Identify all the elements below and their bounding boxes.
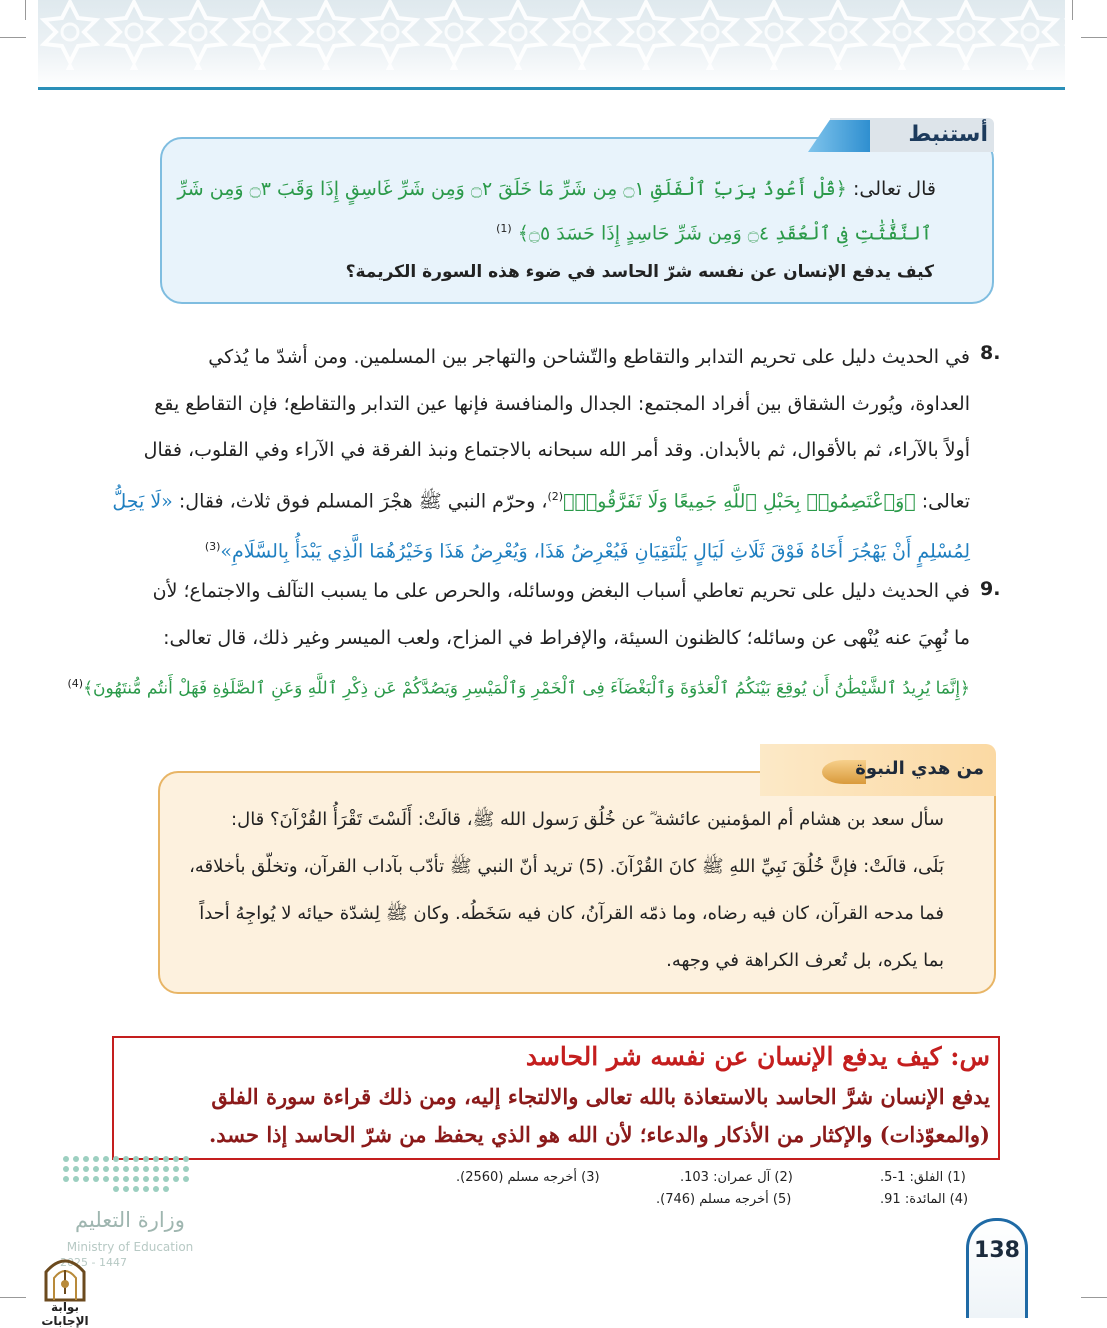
point-8-line4 xyxy=(112,474,970,525)
crop-mark xyxy=(1081,37,1107,38)
huda-line1: سأل سعد بن هشام أم المؤمنين عائشة ؓ عن خُلُق رَسول الله ﷺ، قالَتْ: أَلَسْتَ تَقْرَأُ القُرْآنَ؟ قال: xyxy=(231,809,944,830)
ministry-logo-dots xyxy=(62,1155,198,1199)
deduce-verse-line2 xyxy=(420,212,932,250)
deduce-question: كيف يدفع الإنسان عن نفسه شرّ الحاسد في ضوء هذه السورة الكريمة؟ xyxy=(345,262,934,282)
point-9-line1: في الحديث دليل على تحريم تعاطي أسباب البغض ووسائله، والحرص على ما يسبب التآلف والاجتماع؛ لأن xyxy=(152,580,970,602)
footnote-2: (2) آل عمران: 103. xyxy=(680,1170,793,1185)
huda-line4: بما يكره، بل تُعرف الكراهة في وجهه. xyxy=(666,950,944,971)
answer-question: س: كيف يدفع الإنسان عن نفسه شر الحاسد xyxy=(525,1042,990,1071)
point-8-number: 8. xyxy=(980,342,1001,364)
point-8-hadith: لِمُسْلِمٍ أَنْ يَهْجُرَ أَخَاهُ فَوْقَ ثَلَاثِ لَيَالٍ يَلْتَقِيَانِ فَيُعْرِضُ هَذَا، وَيُعْرِضُ هَذَا وَخَيْرُهُمَا الَّذِي يَبْدَأُ بِالسَّلَامِ» xyxy=(220,540,970,563)
point-9-verse: ﴿إِنَّمَا يُرِيدُ ٱلشَّيْطَٰنُ أَن يُوقِعَ بَيْنَكُمُ ٱلْعَدَٰوَةَ وَٱلْبَغْضَآءَ فِى ٱلْخَمْرِ وَٱلْمَيْسِرِ وَيَصُدَّكُمْ عَن ذِكْرِ ٱللَّهِ وَعَنِ ٱلصَّلَوٰةِ فَهَلْ أَنتُم مُّنتَهُونَ﴾ xyxy=(83,678,970,699)
page-number: 138 xyxy=(974,1238,1020,1263)
crop-mark xyxy=(1081,1297,1107,1298)
deduce-intro: قال تعالى: xyxy=(853,178,936,200)
crop-mark xyxy=(25,0,26,20)
deduce-title: أستنبط xyxy=(908,122,988,147)
deduce-verse-ref: (1) xyxy=(496,222,512,235)
point-8-verse: ﴿وَٱعْتَصِمُوا۟ بِحَبْلِ ٱللَّهِ جَمِيعًا وَلَا تَفَرَّقُوا۟﴾ xyxy=(563,489,916,512)
point-9-verse-ref: (4) xyxy=(67,677,84,690)
ministry-name-arabic: وزارة التعليم xyxy=(75,1208,185,1232)
geometric-pattern xyxy=(38,0,1065,88)
footnote-3: (3) أخرجه مسلم (2560). xyxy=(456,1170,600,1185)
point-9-line3 xyxy=(67,661,970,712)
header-rule xyxy=(38,87,1065,90)
footnote-4: (4) المائدة: 91. xyxy=(880,1192,969,1207)
crop-mark xyxy=(0,37,26,38)
answers-gate-watermark: بوابة الإجابات xyxy=(41,1300,89,1328)
answers-gate-logo-icon xyxy=(40,1254,90,1302)
point-8-line4-intro: تعالى: xyxy=(921,489,970,512)
footnote-1: (1) الفلق: 1-5. xyxy=(880,1170,966,1185)
ministry-name-english: Ministry of Education xyxy=(66,1240,194,1254)
huda-line2: بَلَى، قالَتْ: فإنَّ خُلُقَ نَبِيِّ اللهِ ﷺ كانَ القُرْآنَ. (5) تريد أنّ النبي ﷺ تأدّب بآداب القرآن، وتخلّق بأخلاقه، xyxy=(189,856,944,877)
point-9-number: 9. xyxy=(980,578,1001,600)
point-8-line1: في الحديث دليل على تحريم التدابر والتقاطع والتّشاحن والتهاجر بين المسلمين. ومن أشدّ ما يُذكي xyxy=(208,346,970,368)
crop-mark xyxy=(1072,0,1073,20)
header-banner xyxy=(38,0,1065,88)
footnote-5: (5) أخرجه مسلم (746). xyxy=(656,1192,792,1207)
answer-line2: (والمعوّذات) والإكثار من الأذكار والدعاء؛ لأن الله هو الذي يحفظ من شرّ الحاسد إذا حسد. xyxy=(208,1122,990,1147)
deduce-verse-part1: ﴿قُلْ أَعُوذُ بِرَبِّ ٱلْفَلَقِ ۝١ مِن شَرِّ مَا خَلَقَ ۝٢ وَمِن شَرِّ غَاسِقٍ إِذَا وَقَبَ ۝٣ وَمِن شَرِّ xyxy=(177,178,847,200)
answer-line1: يدفع الإنسان شرَّ الحاسد بالاستعاذة بالله تعالى والالتجاء إليه، ومن ذلك قراءة سورة الفلق xyxy=(211,1084,990,1109)
point-8-hadith-ref: (3) xyxy=(204,540,221,554)
deduce-verse-line1 xyxy=(177,172,936,206)
point-9-line2: ما نُهِيَ عنه يُنْهى عن وسائله؛ كالظنون السيئة، والإفراط في المزاح، ولعب الميسر وغير ذلك، قال تعالى: xyxy=(163,626,970,649)
ministry-year: 2025 - 1447 xyxy=(60,1256,127,1269)
point-9-text xyxy=(67,568,970,712)
prophetic-guidance-text xyxy=(182,796,944,984)
prophetic-guidance-title: من هدي النبوة xyxy=(855,758,984,779)
deduce-verse-part2: ٱلنَّفَّٰثَٰتِ فِى ٱلْعُقَدِ ۝٤ وَمِن شَرِّ حَاسِدٍ إِذَا حَسَدَ ۝٥﴾ xyxy=(517,222,932,245)
huda-line3: فما مدحه القرآن، كان فيه رضاه، وما ذمّه القرآنُ، كان فيه سَخَطُه. وكان ﷺ لِشدّة حيائه لا يُواجِهُ أحداً xyxy=(199,903,944,924)
point-8-line4-text: ، وحرّم النبي ﷺ هجْرَ المسلم فوق ثلاث، فقال: xyxy=(178,489,548,512)
page-number-tab xyxy=(966,1218,1028,1318)
point-8-verse-ref: (2) xyxy=(547,489,564,503)
point-8-line3: أولاً بالآراء، ثم بالأقوال، ثم بالأبدان. وقد أمر الله سبحانه بالاجتماع ونبذ الفرقة في الآراء وفي القلوب، فقال xyxy=(143,439,970,461)
point-8-hadith-start: «لَا يَحِلُّ xyxy=(112,489,173,512)
answer-box xyxy=(112,1036,1000,1160)
crop-mark xyxy=(0,1297,26,1298)
point-8-text xyxy=(112,334,970,575)
point-8-line2: العداوة، ويُورث الشقاق بين أفراد المجتمع: الجدال والمنافسة فإنها عين التدابر والتقاطع؛ فإن التقاطع يقع xyxy=(154,392,970,415)
